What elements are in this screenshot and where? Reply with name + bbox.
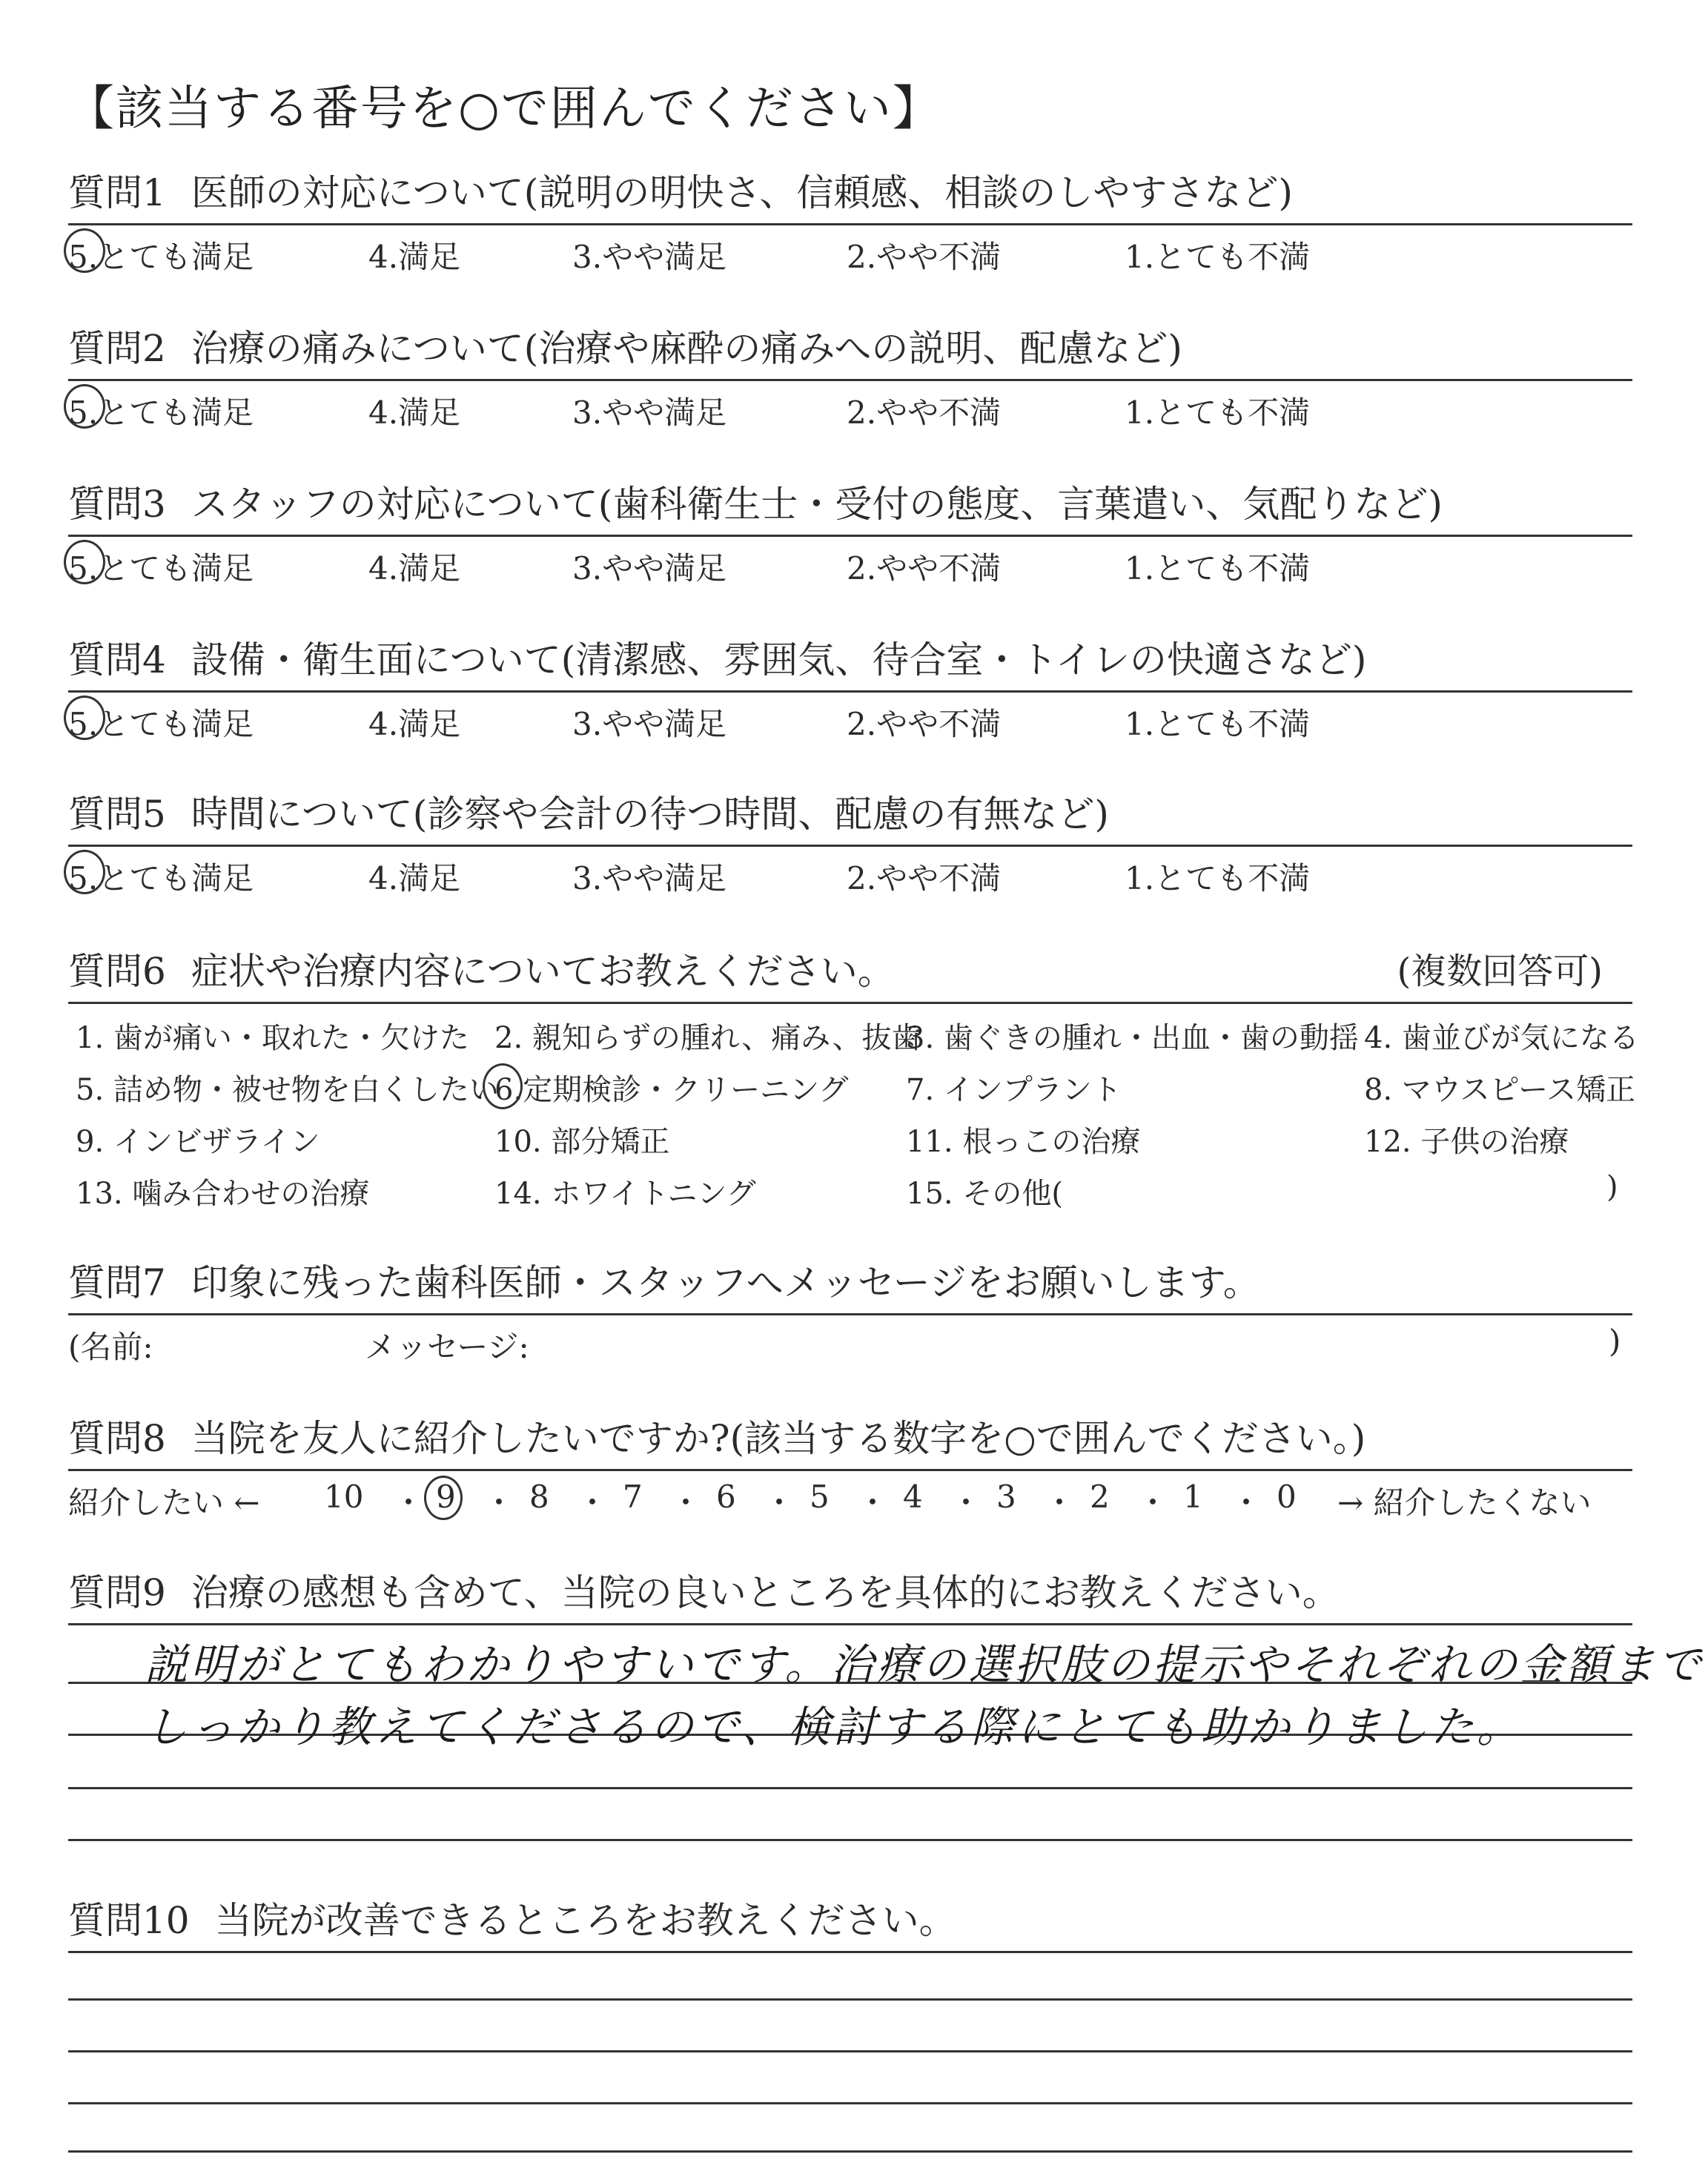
divider: [68, 1951, 1632, 1953]
option-2[interactable]: 2.やや不満: [847, 394, 1002, 431]
selected-circle-mark: [64, 696, 105, 740]
scale-dot: ・: [857, 1484, 889, 1521]
message-label: メッセージ:: [365, 1329, 529, 1365]
symptom-option[interactable]: 2. 親知らずの腫れ、痛み、抜歯: [494, 1021, 921, 1055]
symptom-option[interactable]: 10. 部分矯正: [494, 1125, 670, 1159]
scale-dot: ・: [483, 1484, 515, 1521]
question-8: [68, 1413, 1632, 1523]
symptom-option[interactable]: 8. マウスピース矯正: [1364, 1073, 1636, 1107]
symptom-option[interactable]: 4. 歯並びが気になる: [1364, 1021, 1639, 1055]
scale-dot: ・: [764, 1484, 795, 1521]
option-2[interactable]: 2.やや不満: [847, 550, 1002, 587]
instruction-header: 【該当する番号を○で囲んでください】: [67, 82, 941, 136]
scale-value[interactable]: 3: [996, 1479, 1016, 1515]
option-3[interactable]: 3.やや満足: [572, 239, 727, 275]
divider: [68, 1623, 1632, 1625]
option-5[interactable]: 5.とても満足: [68, 550, 254, 587]
option-3[interactable]: 3.やや満足: [572, 550, 727, 587]
question-title: 治療の感想も含めて、当院の良いところを具体的にお教えください。: [191, 1571, 1340, 1614]
answer-line: [68, 1839, 1632, 1841]
question-6: [68, 945, 1639, 1212]
other-close-paren: ): [1606, 1170, 1618, 1204]
scale-value[interactable]: 0: [1277, 1479, 1297, 1515]
scale-value[interactable]: 5: [810, 1479, 830, 1515]
multiple-answer-note: (複数回答可): [1397, 951, 1603, 992]
option-5[interactable]: 5.とても満足: [68, 394, 254, 431]
scale-dot: ・: [1231, 1484, 1262, 1521]
scale-value[interactable]: 8: [529, 1479, 549, 1515]
option-4[interactable]: 4.満足: [368, 239, 461, 275]
question-number: 質問10: [68, 1899, 190, 1942]
symptom-option[interactable]: 3. 歯ぐきの腫れ・出血・歯の動揺: [906, 1021, 1359, 1055]
scale-dot: ・: [950, 1484, 982, 1521]
question-title: スタッフの対応について(歯科衛生士・受付の態度、言葉遣い、気配りなど): [191, 483, 1443, 526]
question-number: 質問4: [68, 638, 166, 681]
not-recommend-label: → 紹介したくない: [1337, 1484, 1592, 1521]
symptom-option[interactable]: 13. 噛み合わせの治療: [76, 1177, 370, 1211]
scale-dot: ・: [393, 1484, 425, 1521]
question-number: 質問9: [68, 1571, 166, 1614]
answer-line: [68, 1787, 1632, 1789]
question-title: 設備・衛生面について(清潔感、雰囲気、待合室・トイレの快適さなど): [191, 638, 1367, 681]
symptom-options-grid: [68, 1004, 1639, 1212]
scale-value[interactable]: 4: [903, 1479, 923, 1515]
option-5[interactable]: 5.とても満足: [68, 706, 254, 742]
scale-value[interactable]: 6: [716, 1479, 736, 1515]
option-3[interactable]: 3.やや満足: [572, 706, 727, 742]
symptom-option[interactable]: 6.定期検診・クリーニング: [494, 1073, 849, 1107]
question-2: [68, 323, 1632, 429]
scale-dot: ・: [670, 1484, 702, 1521]
question-title: 治療の痛みについて(治療や麻酔の痛みへの説明、配慮など): [191, 327, 1182, 370]
recommend-label: 紹介したい ←: [68, 1484, 260, 1521]
option-5[interactable]: 5.とても満足: [68, 239, 254, 275]
question-title: 時間について(診察や会計の待つ時間、配慮の有無など): [191, 793, 1109, 836]
scale-value[interactable]: 7: [623, 1479, 643, 1515]
question-title: 当院を友人に紹介したいですか?(該当する数字を○で囲んでください。): [191, 1417, 1366, 1460]
name-label: (名前:: [68, 1329, 153, 1365]
option-1[interactable]: 1.とても不満: [1125, 550, 1311, 587]
question-title: 症状や治療内容についてお教えください。: [191, 950, 895, 993]
question-number: 質問6: [68, 950, 166, 993]
scale-value[interactable]: 9: [436, 1479, 456, 1515]
handwritten-answer-line-2: しっかり教えてくださるので、検討する際にとても助かりました。: [145, 1702, 1523, 1752]
selected-circle-mark: [64, 850, 105, 894]
question-number: 質問1: [68, 171, 166, 214]
selected-circle-mark: [424, 1476, 463, 1520]
symptom-option[interactable]: 5. 詰め物・被せ物を白くしたい: [76, 1073, 499, 1107]
symptom-option[interactable]: 1. 歯が痛い・取れた・欠けた: [76, 1021, 469, 1055]
question-number: 質問8: [68, 1417, 166, 1460]
question-3: [68, 478, 1632, 587]
question-5: [68, 788, 1632, 894]
option-4[interactable]: 4.満足: [368, 394, 461, 431]
option-3[interactable]: 3.やや満足: [572, 860, 727, 896]
option-2[interactable]: 2.やや不満: [847, 706, 1002, 742]
selected-circle-mark: [64, 384, 105, 429]
question-9: [68, 1567, 1632, 1625]
selected-circle-mark: [64, 228, 105, 273]
question-number: 質問5: [68, 793, 166, 836]
answer-line: [68, 2050, 1632, 2052]
symptom-option[interactable]: 7. インプラント: [906, 1073, 1122, 1107]
option-4[interactable]: 4.満足: [368, 706, 461, 742]
question-title: 当院が改善できるところをお教えください。: [214, 1899, 956, 1942]
scale-value[interactable]: 1: [1183, 1479, 1203, 1515]
option-1[interactable]: 1.とても不満: [1125, 239, 1311, 275]
question-number: 質問2: [68, 327, 166, 370]
question-4: [68, 634, 1632, 740]
answer-line: [68, 2150, 1632, 2153]
scale-value[interactable]: 2: [1090, 1479, 1110, 1515]
handwritten-answer-line-1: 説明がとてもわかりやすいです。治療の選択肢の提示やそれぞれの金額まで: [145, 1639, 1704, 1690]
option-1[interactable]: 1.とても不満: [1125, 860, 1311, 896]
scale-dot: ・: [1044, 1484, 1076, 1521]
option-5[interactable]: 5.とても満足: [68, 860, 254, 896]
answer-line: [68, 2102, 1632, 2104]
symptom-option[interactable]: 14. ホワイトニング: [494, 1177, 756, 1211]
selected-circle-mark: [483, 1063, 523, 1109]
selected-circle-mark: [64, 540, 105, 584]
symptom-option[interactable]: 9. インビザライン: [76, 1125, 320, 1159]
answer-line: [68, 1998, 1632, 2001]
option-1[interactable]: 1.とても不満: [1125, 394, 1311, 431]
symptom-option[interactable]: 11. 根っこの治療: [906, 1125, 1141, 1159]
scale-dot: ・: [1137, 1484, 1169, 1521]
question-title: 印象に残った歯科医師・スタッフへメッセージをお願いします。: [191, 1261, 1260, 1304]
scale-value[interactable]: 10: [324, 1479, 364, 1515]
message-close-paren: ): [1609, 1323, 1621, 1359]
option-3[interactable]: 3.やや満足: [572, 394, 727, 431]
question-number: 質問3: [68, 483, 166, 526]
recommendation-scale: [68, 1471, 1632, 1523]
option-4[interactable]: 4.満足: [368, 550, 461, 587]
question-number: 質問7: [68, 1261, 166, 1304]
option-1[interactable]: 1.とても不満: [1125, 706, 1311, 742]
question-1: [68, 167, 1632, 273]
option-2[interactable]: 2.やや不満: [847, 860, 1002, 896]
scale-dot: ・: [577, 1484, 609, 1521]
question-title: 医師の対応について(説明の明快さ、信頼感、相談のしやすさなど): [191, 171, 1293, 214]
question-10: [68, 1895, 1632, 1953]
question-7: [68, 1257, 1632, 1365]
symptom-option[interactable]: 12. 子供の治療: [1364, 1125, 1569, 1159]
symptom-option-other[interactable]: 15. その他(: [906, 1177, 1063, 1211]
option-2[interactable]: 2.やや不満: [847, 239, 1002, 275]
option-4[interactable]: 4.満足: [368, 860, 461, 896]
